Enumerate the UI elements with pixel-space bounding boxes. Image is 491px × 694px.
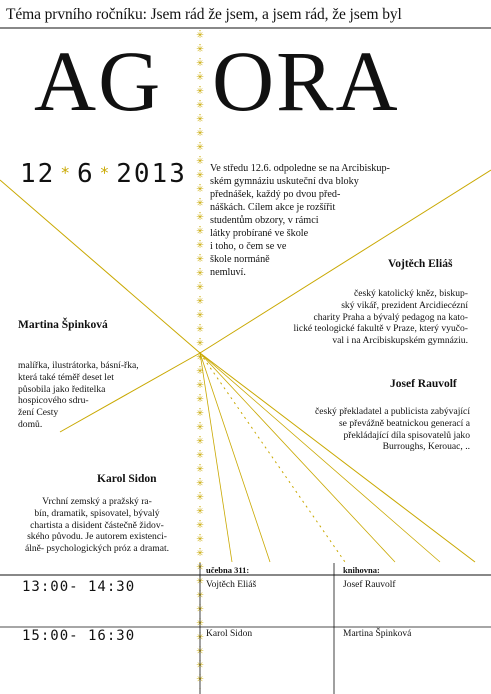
intro-line: náškách. Cílem akce je rozšířit bbox=[210, 202, 336, 213]
speaker-name-sidon: Karol Sidon bbox=[97, 473, 157, 485]
bio-line: působila jako ředitelka bbox=[18, 383, 106, 395]
star-icon: ✳ bbox=[196, 647, 204, 657]
bio-line: bín, dramatik, spisovatel, bývalý bbox=[34, 507, 160, 519]
intro-line: studentům obzory, v rámci bbox=[210, 215, 319, 226]
fan-line bbox=[200, 353, 395, 562]
star-icon: ✳ bbox=[196, 269, 204, 279]
star-icon: ✳ bbox=[196, 395, 204, 405]
intro-line: nemluví. bbox=[210, 267, 246, 278]
event-date bbox=[20, 158, 187, 193]
title-right: ORA bbox=[212, 33, 400, 129]
star-icon: ✳ bbox=[196, 465, 204, 475]
intro-line: ském gymnáziu uskuteční dva bloky bbox=[210, 176, 359, 187]
intro-line: i toho, o čem se ve bbox=[210, 241, 287, 252]
bio-line: chartista a disident částečně židov- bbox=[30, 519, 164, 531]
star-icon: ✳ bbox=[196, 283, 204, 293]
star-icon: ✳ bbox=[196, 633, 204, 643]
star-icon: ✳ bbox=[196, 115, 204, 125]
star-icon: ✳ bbox=[196, 157, 204, 167]
bio-line: která také téměř deset let bbox=[18, 371, 114, 383]
star-icon: ✳ bbox=[196, 605, 204, 615]
room-header-library: knihovna: bbox=[343, 565, 380, 575]
star-icon: ✳ bbox=[196, 549, 204, 559]
bio-line: charity Praha a bývalý pedagog na kato- bbox=[313, 311, 468, 323]
title-left: AG bbox=[34, 33, 163, 129]
star-icon: ✳ bbox=[196, 185, 204, 195]
star-icon: ✳ bbox=[196, 381, 204, 391]
star-icon: ✳ bbox=[196, 437, 204, 447]
schedule-speaker-2a: Karol Sidon bbox=[206, 629, 253, 639]
star-icon: ✳ bbox=[196, 241, 204, 251]
star-icon: ✳ bbox=[196, 45, 204, 55]
star-icon: ✳ bbox=[196, 451, 204, 461]
speaker-bio-rauvolf bbox=[260, 406, 470, 453]
bio-line: malířka, ilustrátorka, básní-řka, bbox=[18, 360, 139, 371]
schedule-time-1: 13:00- 14:30 bbox=[22, 579, 136, 595]
star-icon: ✳ bbox=[196, 339, 204, 349]
star-icon: ✳ bbox=[196, 423, 204, 433]
star-icon: ✳ bbox=[196, 59, 204, 69]
star-icon: ✳ bbox=[196, 213, 204, 223]
bio-line: lické teologické fakultě v Praze, který vyučo- bbox=[293, 323, 468, 335]
star-icon: ✳ bbox=[196, 311, 204, 321]
speaker-bio-elias bbox=[260, 288, 468, 347]
bio-line: se převážně beatnickou generací a bbox=[338, 417, 470, 429]
bio-line: ského původu. Je autorem existenci- bbox=[27, 531, 167, 543]
star-icon: ✳ bbox=[196, 521, 204, 531]
schedule-speaker-1b: Josef Rauvolf bbox=[343, 580, 396, 590]
date-day: 12 bbox=[20, 159, 56, 189]
bio-line: álně- psychologických próz a dramat. bbox=[24, 543, 170, 555]
star-icon: ✳ bbox=[196, 479, 204, 489]
star-icon: ✳ bbox=[196, 143, 204, 153]
star-icon: ✳ bbox=[196, 367, 204, 377]
star-icon: ✳ bbox=[196, 577, 204, 587]
fan-line bbox=[200, 353, 232, 562]
schedule-speaker-1a: Vojtěch Eliáš bbox=[206, 580, 257, 590]
star-icon: ✳ bbox=[196, 325, 204, 335]
star-icon: ✳ bbox=[196, 227, 204, 237]
star-icon: ✳ bbox=[196, 661, 204, 671]
star-icon: ✳ bbox=[196, 409, 204, 419]
star-icon: ✳ bbox=[196, 535, 204, 545]
intro-line: látky probírané ve škole bbox=[210, 228, 309, 239]
speaker-bio-spinkova bbox=[18, 360, 188, 431]
bio-line: Vrchní zemský a pražský ra- bbox=[42, 496, 152, 507]
speaker-name-rauvolf: Josef Rauvolf bbox=[390, 378, 457, 390]
fan-line-dotted bbox=[200, 353, 345, 562]
bio-line: hospicového sdru- bbox=[18, 395, 89, 407]
star-icon: ✳ bbox=[196, 297, 204, 307]
star-icon: ✳ bbox=[196, 87, 204, 97]
star-icon: ✳ bbox=[196, 73, 204, 83]
star-icon: ✳ bbox=[196, 101, 204, 111]
bio-line: ský vikář, prezident Arcidiecézní bbox=[341, 299, 468, 311]
schedule-time-2: 15:00- 16:30 bbox=[22, 628, 136, 644]
star-icon: ✳ bbox=[196, 563, 204, 573]
date-month: 6 bbox=[76, 159, 95, 189]
star-icon: * bbox=[99, 163, 112, 182]
speaker-name-spinkova: Martina Špinková bbox=[18, 319, 108, 331]
schedule-speaker-2b: Martina Špinková bbox=[343, 629, 412, 639]
star-icon: ✳ bbox=[196, 255, 204, 265]
bio-line: žení Cesty bbox=[18, 407, 59, 419]
speaker-name-elias: Vojtěch Eliáš bbox=[388, 258, 453, 270]
speaker-bio-sidon bbox=[4, 496, 190, 555]
star-icon: ✳ bbox=[196, 493, 204, 503]
theme-headline: Téma prvního ročníku: Jsem rád že jsem, a jsem rád, že jsem byl bbox=[6, 6, 402, 23]
bio-line: český překladatel a publicista zabývající bbox=[314, 406, 470, 417]
star-icon: ✳ bbox=[196, 353, 204, 363]
star-icon: ✳ bbox=[196, 31, 204, 41]
star-icon: ✳ bbox=[196, 199, 204, 209]
bio-line: překládající díla spisovatelů jako bbox=[343, 429, 470, 441]
star-icon: ✳ bbox=[196, 591, 204, 601]
intro-line: přednášek, každý po dvou před- bbox=[210, 189, 341, 200]
star-icon: ✳ bbox=[196, 507, 204, 517]
bio-line: val i na Arcibiskupském gymnáziu. bbox=[332, 335, 468, 347]
bio-line: Burroughs, Kerouac, .. bbox=[382, 441, 470, 453]
star-icon: ✳ bbox=[196, 675, 204, 685]
intro-line: škole normáně bbox=[210, 254, 270, 265]
bio-line: český katolický kněz, biskup- bbox=[353, 288, 468, 299]
intro-line: Ve středu 12.6. odpoledne se na Arcibiskup- bbox=[210, 163, 390, 174]
star-icon: ✳ bbox=[196, 619, 204, 629]
star-icon: ✳ bbox=[196, 129, 204, 139]
star-icon: ✳ bbox=[196, 171, 204, 181]
bio-line: domů. bbox=[18, 418, 43, 430]
date-year: 2013 bbox=[116, 159, 187, 189]
star-icon: * bbox=[60, 163, 72, 182]
room-header-311: učebna 311: bbox=[206, 565, 250, 575]
fan-line bbox=[200, 353, 270, 562]
